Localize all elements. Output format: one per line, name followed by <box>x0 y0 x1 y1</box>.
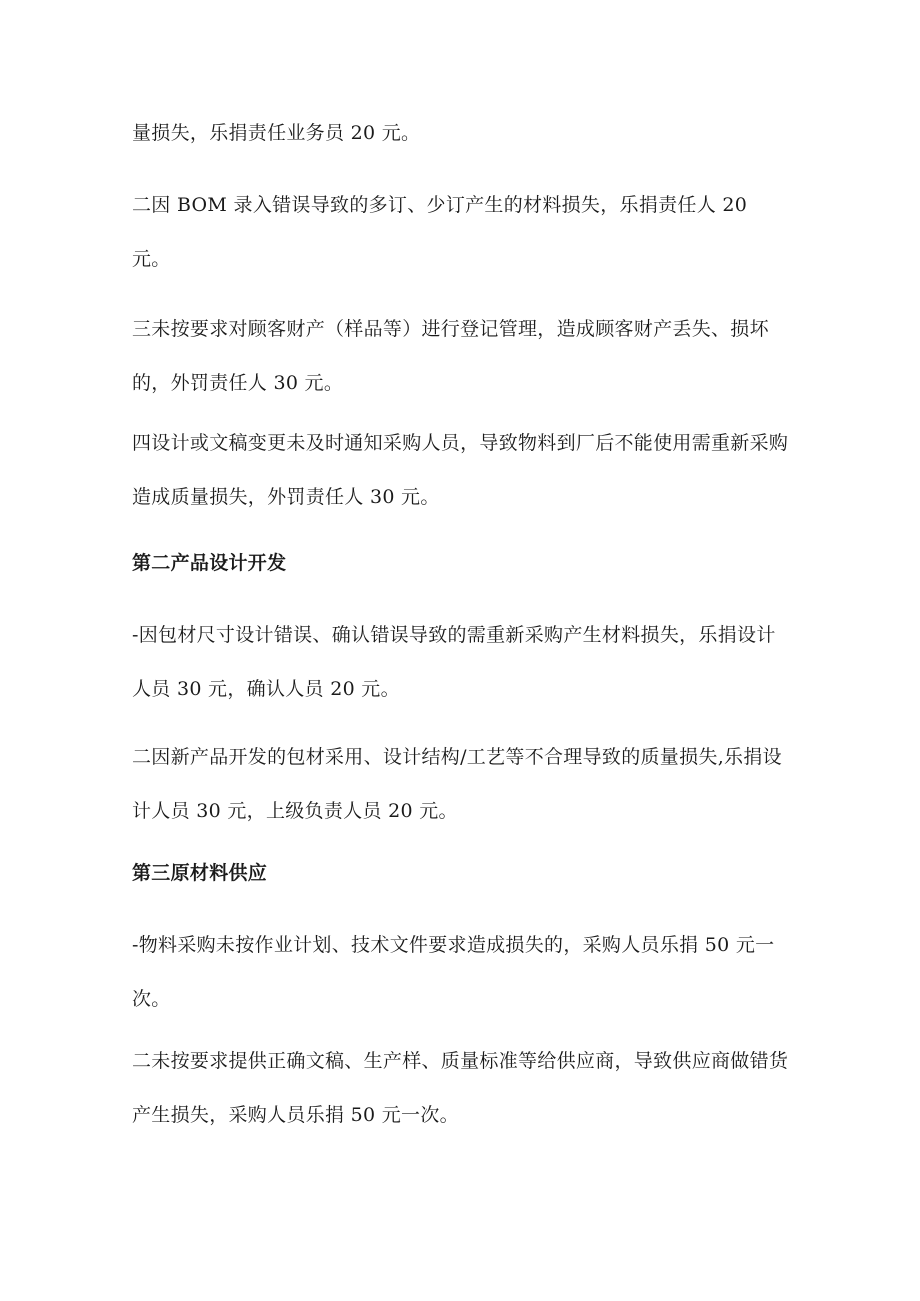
paragraph-design-change: 四设计或文稿变更未及时通知采购人员，导致物料到厂后不能使用需重新采购造成质量损失，外罚责任人 30 元。 <box>132 432 789 508</box>
paragraph-packaging-size-error: -因包材尺寸设计错误、确认错误导致的需重新采购产生材料损失，乐捐设计人员 30 元，确认人员 20 元。 <box>132 624 776 700</box>
section-heading-raw-material: 第三原材料供应 <box>132 862 268 884</box>
paragraph-customer-property: 三未按要求对顾客财产（样品等）进行登记管理，造成顾客财产丢失、损坏的，外罚责任人 30 元。 <box>132 318 769 394</box>
section-heading-product-design: 第二产品设计开发 <box>132 552 287 574</box>
paragraph-procurement-plan: -物料采购未按作业计划、技术文件要求造成损失的，采购人员乐捐 50 元一次。 <box>132 934 775 1010</box>
paragraph-supplier-documents: 二未按要求提供正确文稿、生产样、质量标准等给供应商，导致供应商做错货产生损失，采购人员乐捐 50 元一次。 <box>132 1050 789 1126</box>
paragraph-bom-error: 二因 BOM 录入错误导致的多订、少订产生的材料损失，乐捐责任人 20 元。 <box>132 194 748 270</box>
paragraph-new-product-quality: 二因新产品开发的包材采用、设计结构/工艺等不合理导致的质量损失,乐捐设计人员 30 元，上级负责人员 20 元。 <box>132 746 782 822</box>
paragraph-penalty-salesperson: 量损失，乐捐责任业务员 20 元。 <box>132 122 421 144</box>
